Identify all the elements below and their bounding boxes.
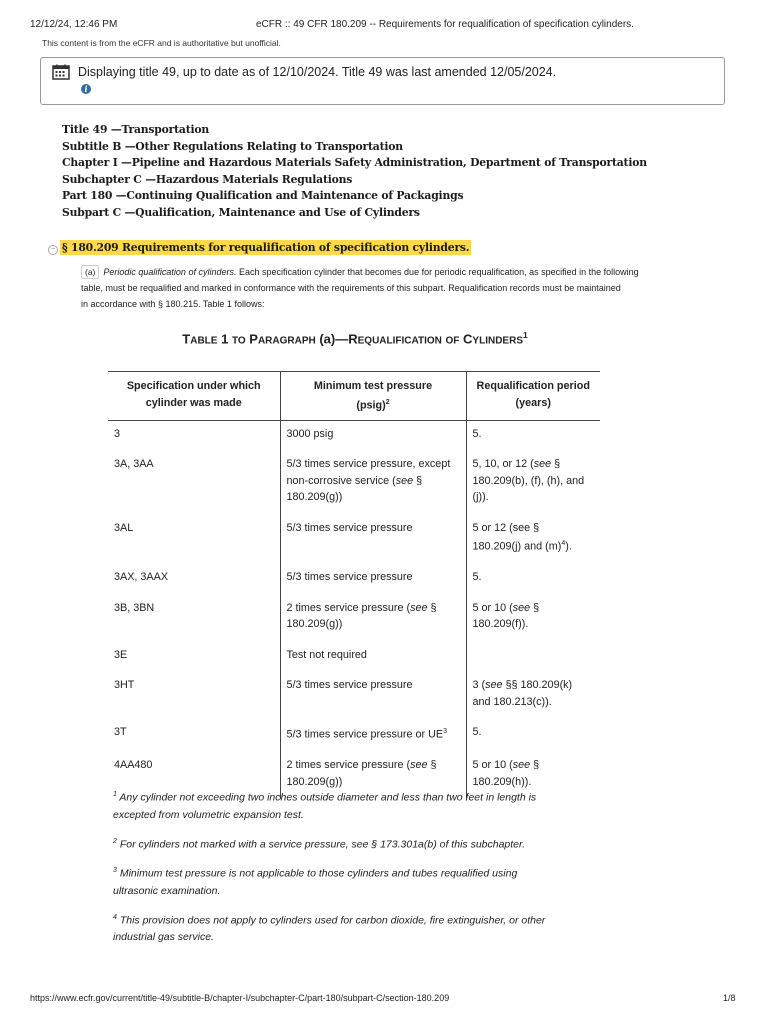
hierarchy-subchapter[interactable]: Subchapter C —Hazardous Materials Regulations bbox=[62, 172, 353, 186]
print-footer-url: https://www.ecfr.gov/current/title-49/subtitle-B/chapter-I/subchapter-C/part-180/subpart-C/section-180.209 bbox=[30, 993, 450, 1003]
table-cell: 3000 psig bbox=[280, 420, 466, 451]
table-cell: 5. bbox=[466, 719, 600, 752]
paragraph-subject: Periodic qualification of cylinders. bbox=[103, 267, 237, 277]
table-cell: 5 or 12 (see § 180.209(j) and $(m)^4$). bbox=[466, 515, 600, 565]
table-header-row bbox=[108, 372, 600, 421]
print-page-title: eCFR :: 49 CFR 180.209 -- Requirements for requalification of specification cylinders. bbox=[256, 19, 634, 30]
table-cell: 3T bbox=[114, 726, 127, 739]
table-cell: 3B, 3BN bbox=[114, 601, 155, 614]
footnote-3: $^3$ Minimum test pressure is not applicable to those cylinders and tubes requalified using ultrasonic examination. bbox=[113, 867, 518, 897]
print-page-number: 1/8 bbox=[723, 993, 736, 1003]
table-cell: 3AL bbox=[114, 521, 134, 534]
hierarchy-part[interactable]: Part 180 —Continuing Qualification and Maintenance of Packagings bbox=[62, 189, 464, 202]
table-row bbox=[108, 564, 600, 595]
table-cell: 5/3 times service pressure bbox=[280, 564, 466, 595]
header-requalification-period: Requalification period (years) bbox=[466, 372, 600, 421]
footnote-2: $^2$ For cylinders not marked with a service pressure, see § 173.301a(b) of this subchapter. bbox=[113, 837, 526, 850]
table-cell: 5. bbox=[466, 420, 600, 451]
paragraph-marker[interactable]: (a) bbox=[81, 265, 99, 279]
table-cell: 3 bbox=[114, 427, 121, 440]
table-cell: 2 times service pressure (see § 180.209(g)) bbox=[280, 595, 466, 642]
table-row bbox=[108, 595, 600, 642]
table-cell: 5, 10, or 12 (see § 180.209(b), (f), (h), and (j)). bbox=[466, 451, 600, 515]
table-cell: Test not required bbox=[280, 642, 466, 673]
table-cell: 5 or 10 (see § 180.209(h)). bbox=[466, 752, 600, 799]
hierarchy-subtitle[interactable]: Subtitle B —Other Regulations Relating to Transportation bbox=[62, 139, 403, 153]
print-datetime: 12/12/24, 12:46 PM bbox=[30, 19, 118, 30]
hierarchy-breadcrumb bbox=[62, 122, 647, 221]
header-specification: Specification under which cylinder was made bbox=[108, 372, 280, 421]
print-header bbox=[0, 19, 768, 33]
table-cell: 5 or 10 (see § 180.209(f)). bbox=[466, 595, 600, 642]
footnote-4: $^4$ This provision does not apply to cylinders used for carbon dioxide, fire extinguisher, or other industrial gas service. bbox=[113, 913, 546, 943]
banner-message: Displaying title 49, up to date as of 12/10/2024. Title 49 was last amended 12/05/2024. bbox=[78, 65, 557, 79]
table-row bbox=[108, 642, 600, 673]
table-cell bbox=[466, 642, 600, 673]
table-cell: 3E bbox=[114, 648, 128, 661]
hierarchy-subpart[interactable]: Subpart C —Qualification, Maintenance and Use of Cylinders bbox=[62, 205, 420, 219]
table-cell: 5/3 times service pressure or $UE^3$ bbox=[280, 719, 466, 752]
table-cell: 4AA480 bbox=[114, 759, 153, 772]
table-row bbox=[108, 515, 600, 565]
table-title: TABLE 1 TO PARAGRAPH (a)—REQUALIFICATION OF CYLINDERS$^1$ bbox=[182, 330, 528, 347]
calendar-icon bbox=[52, 64, 70, 80]
footnote-1: $^1$ Any cylinder not exceeding two inches outside diameter and less than two feet in length is excepted from volumetric expansion test. bbox=[113, 791, 537, 821]
table-cell: 5/3 times service pressure bbox=[280, 515, 466, 565]
currency-banner bbox=[40, 57, 725, 105]
table-cell: 3AX, 3AAX bbox=[114, 571, 169, 584]
disclaimer: This content is from the eCFR and is authoritative but unofficial. bbox=[42, 38, 281, 48]
info-icon[interactable]: i bbox=[81, 84, 91, 94]
table-cell: 3 (see §§ 180.209(k) and 180.213(c)). bbox=[466, 672, 600, 719]
table-row bbox=[108, 451, 600, 515]
hierarchy-chapter[interactable]: Chapter I —Pipeline and Hazardous Materials Safety Administration, Department of Transportation bbox=[62, 156, 647, 169]
section-heading: § 180.209 Requirements for requalification of specification cylinders. bbox=[62, 241, 470, 254]
table-cell: 3A, 3AA bbox=[114, 458, 154, 471]
table-cell: 2 times service pressure (see § 180.209(g)) bbox=[280, 752, 466, 799]
header-min-test-pressure: Minimum test pressure (psig)$^2$ bbox=[280, 372, 466, 421]
table-row bbox=[108, 719, 600, 752]
table-row bbox=[108, 672, 600, 719]
requalification-table bbox=[108, 371, 600, 799]
table-cell: 5/3 times service pressure bbox=[280, 672, 466, 719]
table-footnotes bbox=[113, 786, 583, 955]
paragraph-a: (a) Periodic qualification of cylinders. Each specification cylinder that becomes due for periodic requalification, as specified in the following table, must be requalified and marked in conformance with the requirements of this subpart. Requalification records must be maintained in accordance with § 180.215. Table 1 follows: bbox=[81, 267, 639, 309]
collapse-toggle-icon[interactable]: − bbox=[48, 245, 58, 255]
table-cell: 5. bbox=[466, 564, 600, 595]
table-row bbox=[108, 420, 600, 451]
hierarchy-title[interactable]: Title 49 —Transportation bbox=[62, 123, 210, 136]
table-cell: 3HT bbox=[114, 679, 135, 692]
table-cell: 5/3 times service pressure, except non-corrosive service (see § 180.209(g)) bbox=[280, 451, 466, 515]
